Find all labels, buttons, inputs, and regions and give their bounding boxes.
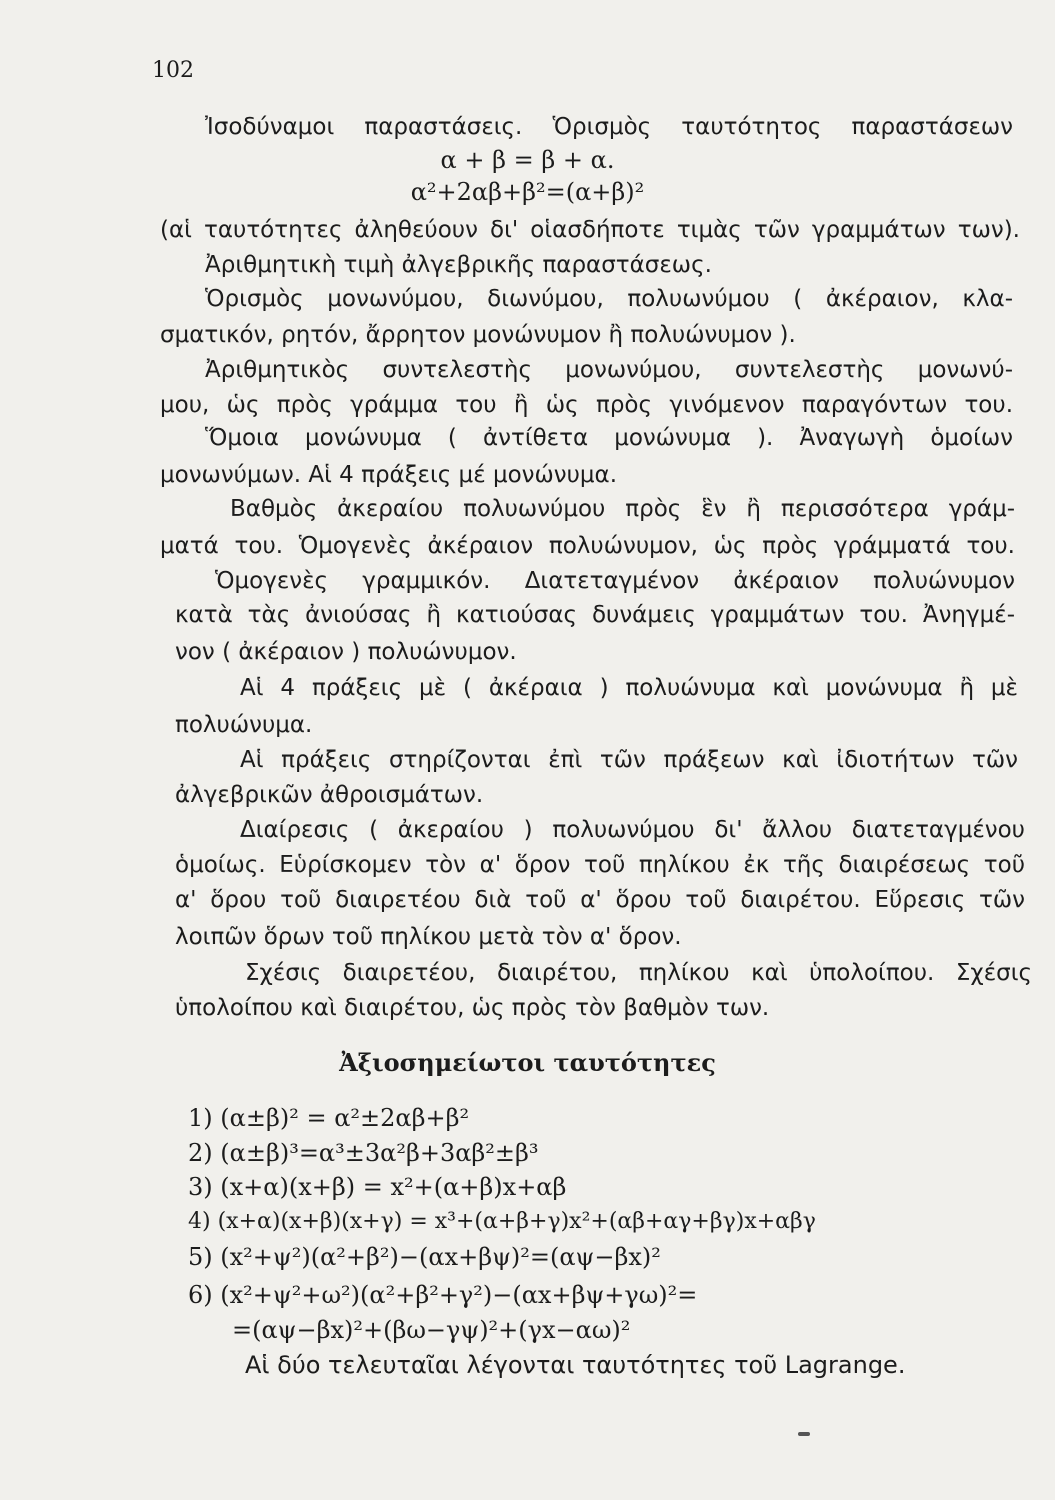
text-line: ὑπολοίπου καὶ διαιρέτου, ὡς πρὸς τὸν βαθμὸν των. bbox=[175, 995, 770, 1021]
text-line: μου, ὡς πρὸς γράμμα του ἢ ὡς πρὸς γινόμενον παραγόντων του. bbox=[160, 392, 1013, 418]
text-line: μονωνύμων. Αἱ 4 πράξεις μέ μονώνυμα. bbox=[160, 462, 618, 488]
text-line: πολυώνυμα. bbox=[175, 712, 313, 738]
text-line: Ἀριθμητικὸς συντελεστὴς μονωνύμου, συντελεστὴς μονωνύ- bbox=[205, 357, 1013, 383]
text-line: ἀλγεβρικῶν ἀθροισμάτων. bbox=[175, 782, 484, 808]
identity-expression: (α±β)² = α²±2αβ+β² bbox=[220, 1104, 470, 1132]
identity-1 bbox=[188, 1103, 469, 1133]
text-line: Ὅμοια μονώνυμα ( ἀντίθετα μονώνυμα ). Ἀναγωγὴ ὁμοίων bbox=[205, 425, 1013, 451]
text-line: Ἰσοδύναμοι παραστάσεις. Ὁρισμὸς ταυτότητος παραστάσεων bbox=[205, 114, 1013, 140]
identity-number: 1) bbox=[188, 1104, 213, 1132]
text-line: Βαθμὸς ἀκεραίου πολυωνύμου πρὸς ἓν ἢ περισσότερα γράμ- bbox=[230, 496, 1015, 522]
text-line: λοιπῶν ὅρων τοῦ πηλίκου μετὰ τὸν α' ὅρον. bbox=[175, 924, 682, 950]
identity-expression: (x+α)(x+β) = x²+(α+β)x+αβ bbox=[220, 1173, 567, 1201]
text-line: κατὰ τὰς ἀνιούσας ἢ κατιούσας δυνάμεις γραμμάτων του. Ἀνηγμέ- bbox=[175, 602, 1015, 628]
text-line: α' ὅρου τοῦ διαιρετέου διὰ τοῦ α' ὅρου τοῦ διαιρέτου. Εὕρεσις τῶν bbox=[175, 887, 1025, 913]
formula-square: α²+2αβ+β²=(α+β)² bbox=[410, 178, 645, 206]
identity-number: 2) bbox=[188, 1139, 213, 1167]
ink-mark bbox=[798, 1432, 810, 1436]
text-line: Διαίρεσις ( ἀκεραίου ) πολυωνύμου δι' ἄλλου διατεταγμένου bbox=[240, 817, 1025, 843]
identity-3 bbox=[188, 1172, 566, 1202]
identity-4 bbox=[188, 1207, 816, 1237]
text-line: Αἱ 4 πράξεις μὲ ( ἀκέραια ) πολυώνυμα καὶ μονώνυμα ἢ μὲ bbox=[240, 675, 1018, 701]
text-line: Σχέσις διαιρετέου, διαιρέτου, πηλίκου καὶ ὑπολοίπου. Σχέσις bbox=[245, 960, 1032, 986]
text-line: ὁμοίως. Εὑρίσκομεν τὸν α' ὅρον τοῦ πηλίκου ἐκ τῆς διαιρέσεως τοῦ bbox=[175, 852, 1025, 878]
text-line: (αἱ ταυτότητες ἀληθεύουν δι' οἱασδήποτε τιμὰς τῶν γραμμάτων των). bbox=[160, 217, 1020, 243]
identity-number: 4) bbox=[188, 1209, 211, 1234]
identity-number: 6) bbox=[188, 1281, 213, 1309]
identity-expression: (α±β)³=α³±3α²β+3αβ²±β³ bbox=[220, 1139, 539, 1167]
text-line: ματά του. Ὁμογενὲς ἀκέραιον πολυώνυμον, ὡς πρὸς γράμματά του. bbox=[160, 533, 1015, 559]
page-number: 102 bbox=[152, 58, 194, 83]
identity-expression: (x²+ψ²)(α²+β²)−(αx+βψ)²=(αψ−βx)² bbox=[220, 1243, 661, 1271]
identity-expression: (x²+ψ²+ω²)(α²+β²+γ²)−(αx+βψ+γω)²= bbox=[220, 1281, 698, 1309]
text-line: σματικόν, ρητόν, ἄρρητον μονώνυμον ἢ πολυώνυμον ). bbox=[160, 322, 796, 348]
text-line: νον ( ἀκέραιον ) πολυώνυμον. bbox=[175, 639, 517, 665]
identity-expression: (x+α)(x+β)(x+γ) = x³+(α+β+γ)x²+(αβ+αγ+βγ)x+αβγ bbox=[217, 1209, 816, 1234]
identity-5 bbox=[188, 1242, 661, 1272]
text-line: Αἱ πράξεις στηρίζονται ἐπὶ τῶν πράξεων καὶ ἰδιοτήτων τῶν bbox=[240, 747, 1018, 773]
closing-line: Αἱ δύο τελευταῖαι λέγονται ταυτότητες τοῦ Lagrange. bbox=[245, 1351, 906, 1379]
identity-expression: =(αψ−βx)²+(βω−γψ)²+(γx−αω)² bbox=[232, 1316, 631, 1344]
identity-number: 5) bbox=[188, 1243, 213, 1271]
identity-6 bbox=[188, 1280, 697, 1310]
text-line: Ὁμογενὲς γραμμικόν. Διατεταγμένον ἀκέραιον πολυώνυμον bbox=[215, 568, 1015, 594]
identity-number: 3) bbox=[188, 1173, 213, 1201]
text-line: Ἀριθμητικὴ τιμὴ ἀλγεβρικῆς παραστάσεως. bbox=[205, 252, 712, 278]
identity-6-continuation bbox=[232, 1315, 630, 1345]
formula-commutative: α + β = β + α. bbox=[440, 146, 615, 174]
identity-2 bbox=[188, 1138, 539, 1168]
section-heading: Ἀξιοσημείωτοι ταυτότητες bbox=[339, 1048, 716, 1077]
text-line: Ὁρισμὸς μονωνύμου, διωνύμου, πολυωνύμου ( ἀκέραιον, κλα- bbox=[205, 286, 1013, 312]
